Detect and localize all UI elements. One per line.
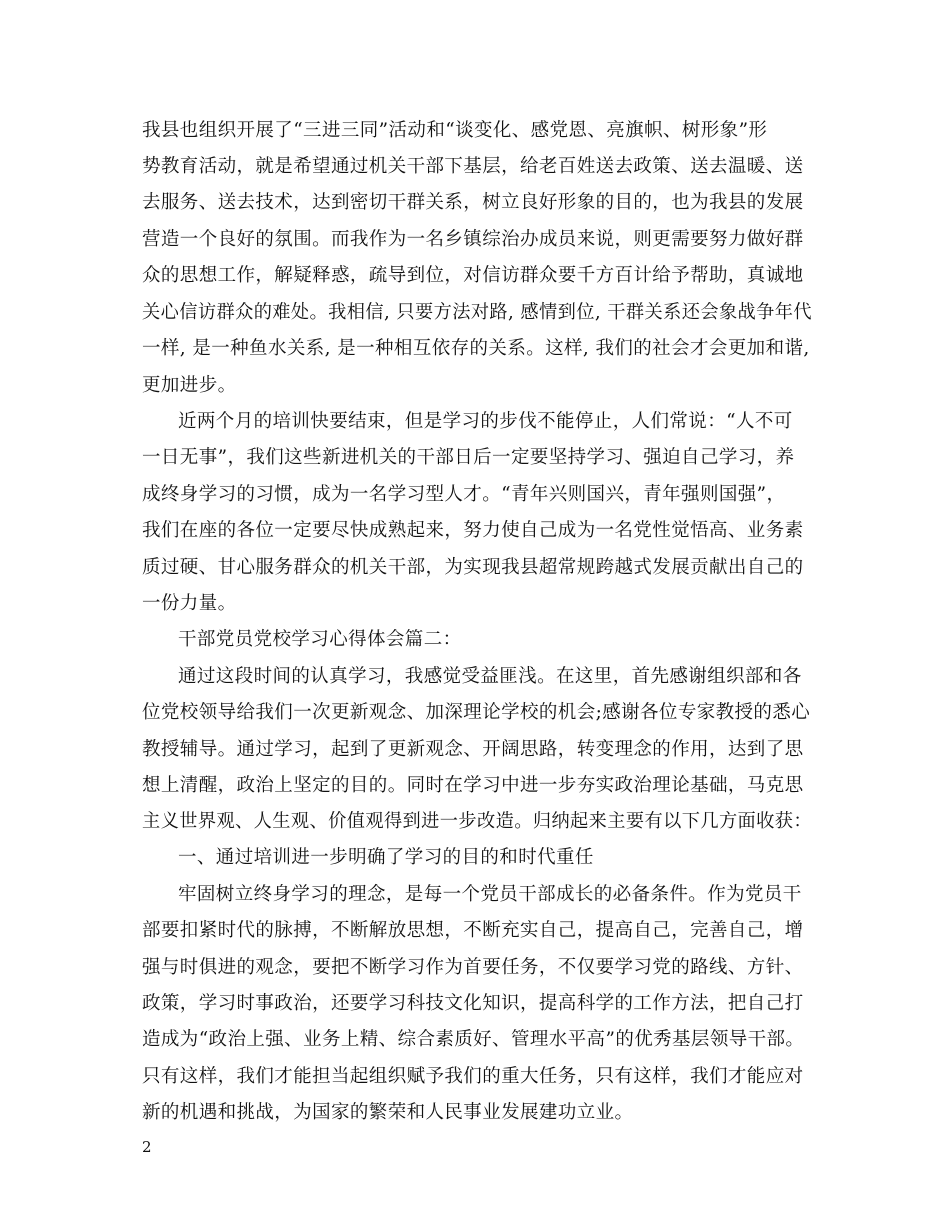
text-line: 我县也组织开展了“三进三同”活动和“谈变化、感党恩、亮旗帜、树形象”形 xyxy=(142,120,768,141)
paragraph-first-line: 近两个月的培训快要结束，但是学习的步伐不能停止，人们常说：“人不可 xyxy=(178,411,793,432)
text-line: 教授辅导。通过学习，起到了更新观念、开阔思路，转变理念的作用，达到了思 xyxy=(142,739,804,760)
text-line: 一日无事”，我们这些新进机关的干部日后一定要坚持学习、强迫自己学习，养 xyxy=(142,447,795,468)
text-line: 成终身学习的习惯，成为一名学习型人才。“青年兴则国兴，青年强则国强”， xyxy=(142,484,786,505)
paragraph-first-line: 牢固树立终身学习的理念，是每一个党员干部成长的必备条件。作为党员干 xyxy=(178,884,802,905)
text-line: 造成为“政治上强、业务上精、综合素质好、管理水平高”的优秀基层领导干部。 xyxy=(142,1029,805,1050)
paragraph-first-line: 通过这段时间的认真学习，我感觉受益匪浅。在这里，首先感谢组织部和各 xyxy=(178,666,802,687)
text-line: 一样, 是一种鱼水关系, 是一种相互依存的关系。这样, 我们的社会才会更加和谐, xyxy=(142,338,810,359)
text-line: 主义世界观、人生观、价值观得到进一步改造。归纳起来主要有以下几方面收获： xyxy=(142,811,812,832)
text-line: 去服务、送去技术，达到密切干群关系，树立良好形象的目的，也为我县的发展 xyxy=(142,192,804,213)
text-line: 一份力量。 xyxy=(142,593,237,614)
text-line: 部要扣紧时代的脉搏，不断解放思想，不断充实自己，提高自己，完善自己，增 xyxy=(142,920,804,941)
text-line: 更加进步。 xyxy=(142,375,237,396)
subsection-heading: 一、通过培训进一步明确了学习的目的和时代重任 xyxy=(178,847,594,868)
text-line: 质过硬、甘心服务群众的机关干部，为实现我县超常规跨越式发展贡献出自己的 xyxy=(142,557,804,578)
text-line: 关心信访群众的难处。我相信, 只要方法对路, 感情到位, 干群关系还会象战争年代 xyxy=(142,302,813,323)
text-line: 新的机遇和挑战，为国家的繁荣和人民事业发展建功立业。 xyxy=(142,1102,634,1123)
text-line: 政策，学习时事政治，还要学习科技文化知识，提高科学的工作方法，把自己打 xyxy=(142,993,804,1014)
text-line: 营造一个良好的氛围。而我作为一名乡镇综治办成员来说，则更需要努力做好群 xyxy=(142,229,804,250)
text-line: 想上清醒，政治上坚定的目的。同时在学习中进一步夯实政治理论基础，马克思 xyxy=(142,775,804,796)
text-line: 位党校领导给我们一次更新观念、加深理论学校的机会;感谢各位专家教授的悉心 xyxy=(142,702,811,723)
text-line: 众的思想工作，解疑释惑，疏导到位，对信访群众要千方百计给予帮助，真诚地 xyxy=(142,265,804,286)
text-line: 我们在座的各位一定要尽快成熟起来，努力使自己成为一名党性觉悟高、业务素 xyxy=(142,520,804,541)
section-heading: 干部党员党校学习心得体会篇二： xyxy=(178,629,462,650)
text-line: 只有这样，我们才能担当起组织赋予我们的重大任务，只有这样，我们才能应对 xyxy=(142,1066,804,1087)
text-line: 势教育活动，就是希望通过机关干部下基层，给老百姓送去政策、送去温暖、送 xyxy=(142,156,804,177)
page-number: 2 xyxy=(142,1138,152,1156)
text-line: 强与时俱进的观念，要把不断学习作为首要任务，不仅要学习党的路线、方针、 xyxy=(142,957,804,978)
